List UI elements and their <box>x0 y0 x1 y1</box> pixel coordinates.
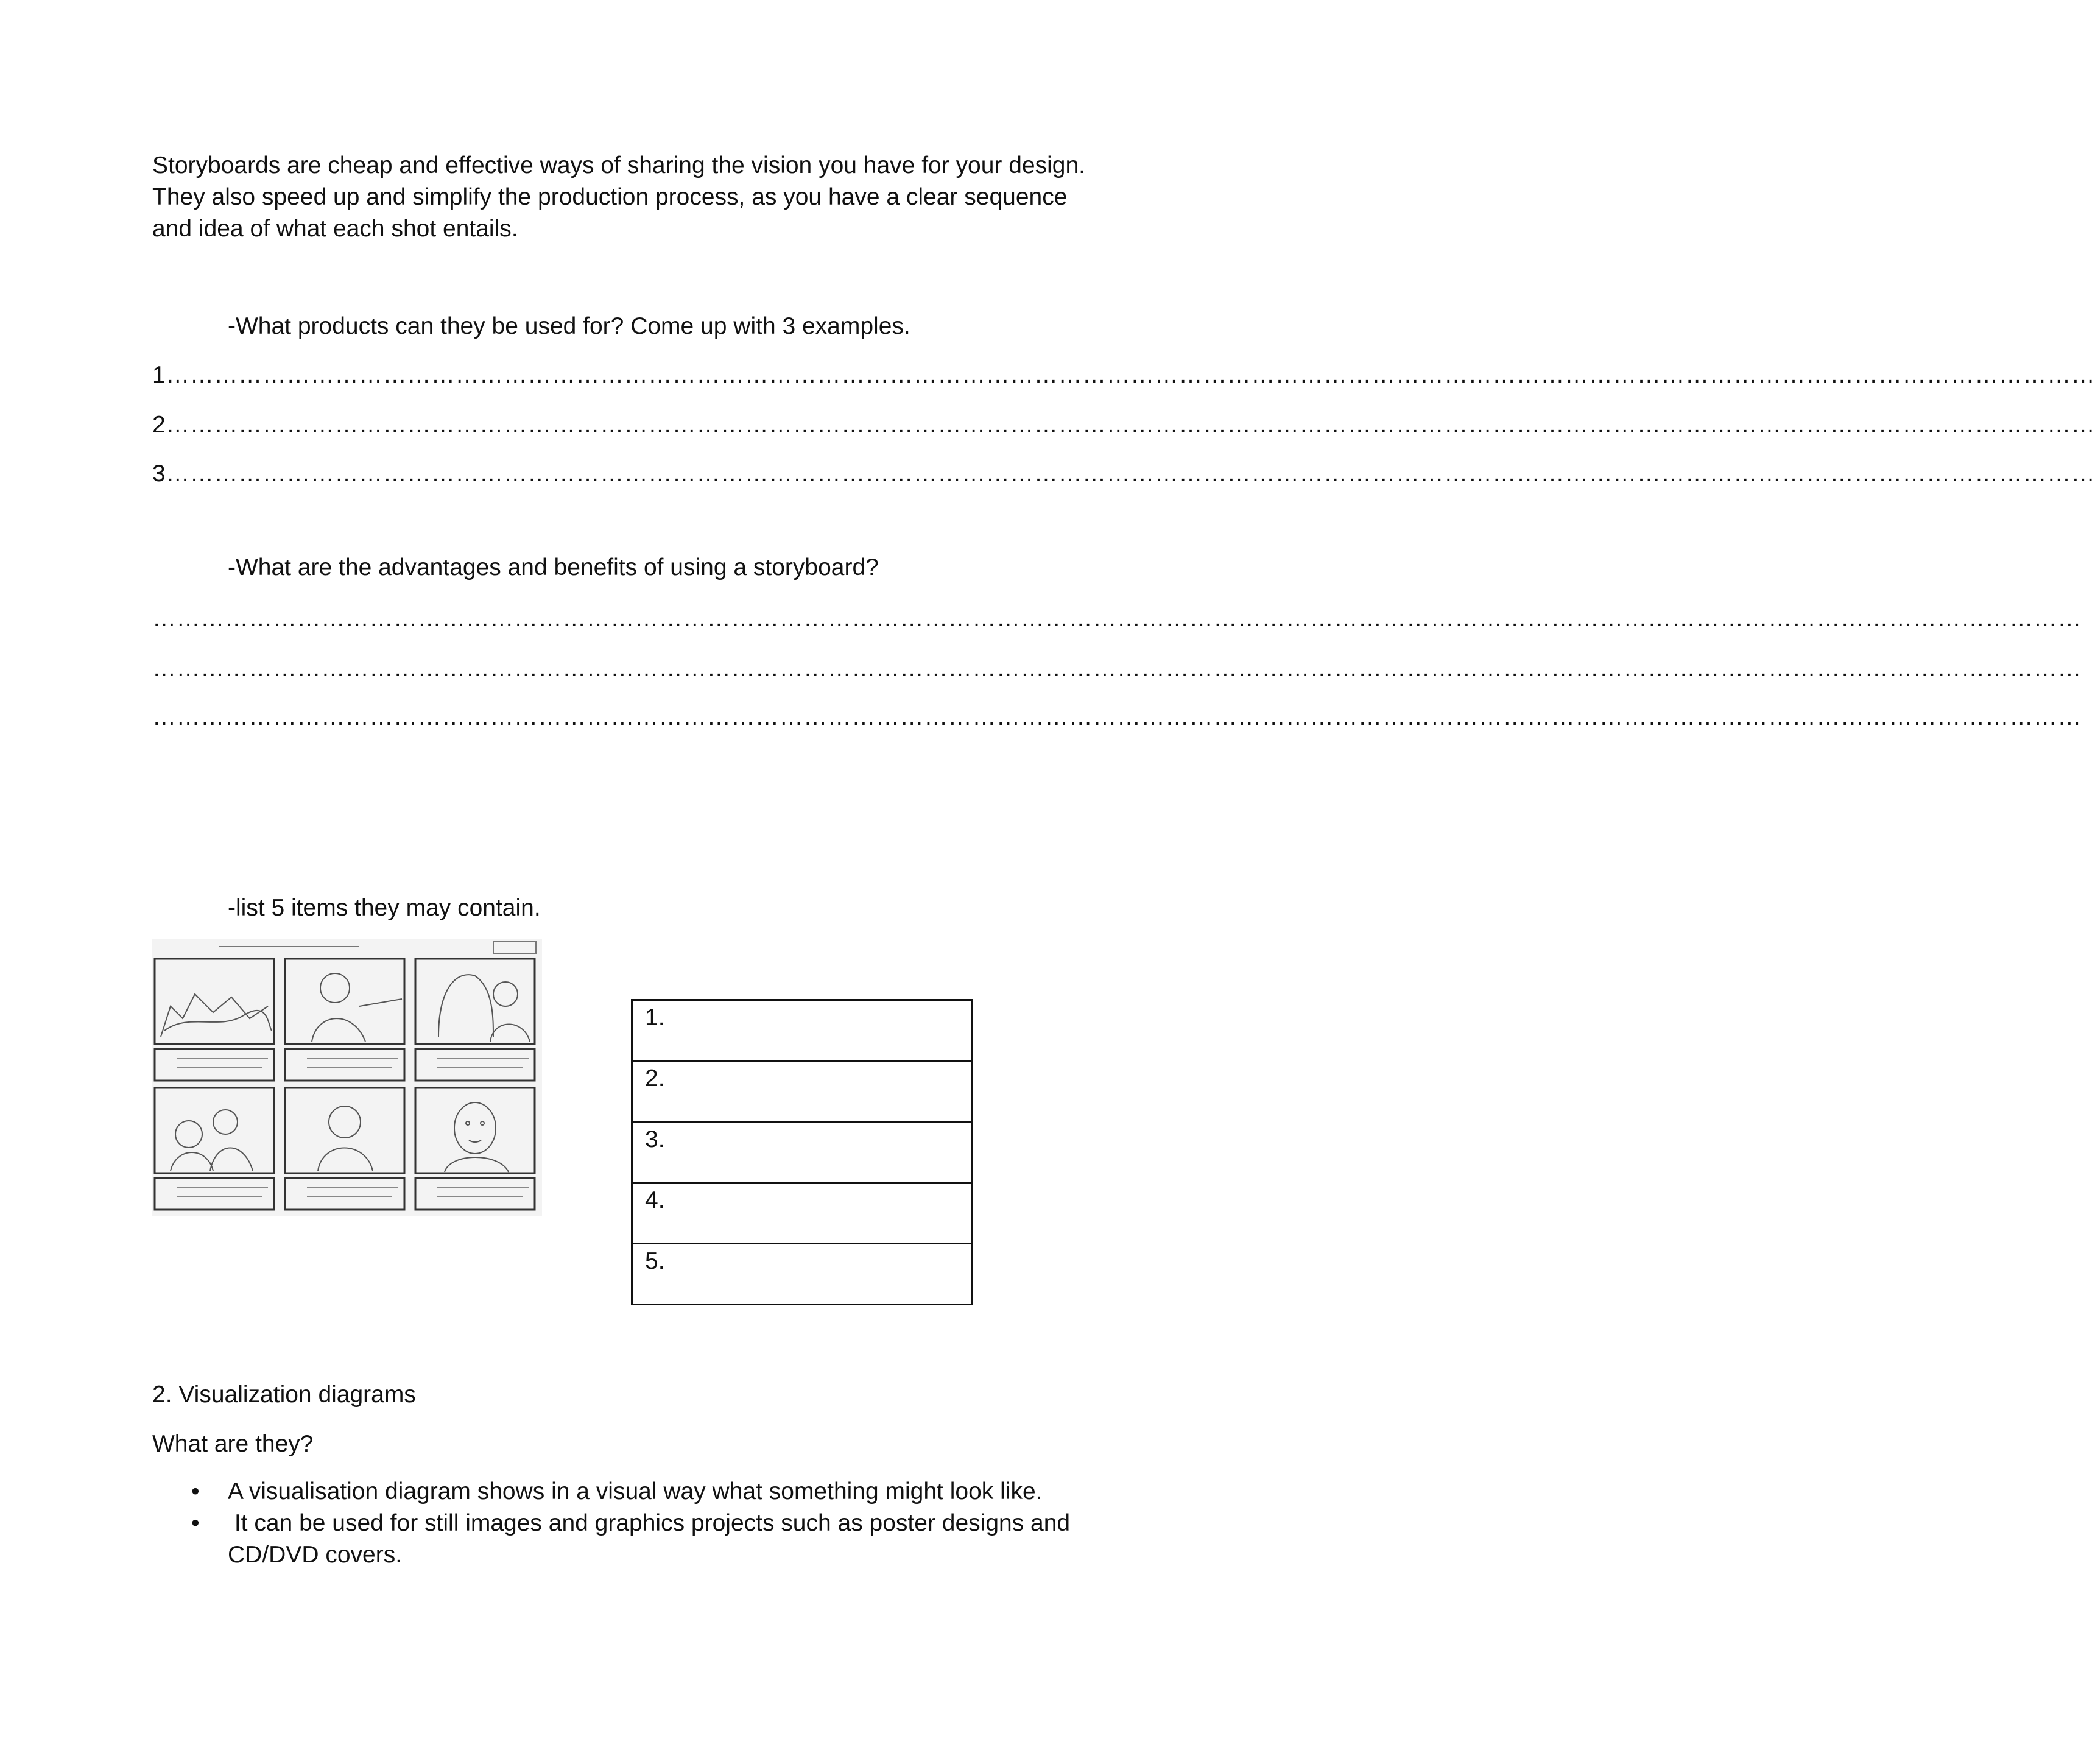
item-cell-5[interactable]: 5. <box>632 1244 973 1305</box>
bullet-list <box>152 1476 1127 1571</box>
advantages-line-1[interactable]: …………………………………………………………………………………………………………………………………………………………………………………………………………………… <box>152 605 2082 632</box>
bullet-icon: • <box>191 1510 200 1536</box>
bullet-item: • A visualisation diagram shows in a visual way what something might look like. <box>152 1476 1127 1508</box>
items-table <box>631 999 973 1305</box>
advantages-line-2[interactable]: …………………………………………………………………………………………………………………………………………………………………………………………………………………… <box>152 655 2082 682</box>
section-heading: 2. Visualization diagrams <box>152 1381 416 1408</box>
intro-paragraph: Storyboards are cheap and effective ways of sharing the vision you have for your design. They also speed up and simplify the production process, as you have a clear sequence and idea of what each shot entails. <box>152 152 1086 242</box>
section-subquestion: What are they? <box>152 1431 314 1457</box>
question-products: -What products can they be used for? Come up with 3 examples. <box>228 313 910 339</box>
question-advantages: -What are the advantages and benefits of using a storyboard? <box>228 554 879 580</box>
item-cell-1[interactable]: 1. <box>632 1000 973 1061</box>
item-cell-2[interactable]: 2. <box>632 1061 973 1122</box>
advantages-line-3[interactable]: …………………………………………………………………………………………………………………………………………………………………………………………………………………… <box>152 704 2082 730</box>
answer-line-1[interactable]: 1…………………………………………………………………………………………………………………………………………………………………………………………………………………… <box>152 362 2095 388</box>
item-cell-4[interactable]: 4. <box>632 1183 973 1244</box>
question-items: -list 5 items they may contain. <box>228 895 541 921</box>
item-cell-3[interactable]: 3. <box>632 1122 973 1183</box>
bullet-item: • It can be used for still images and graphics projects such as poster designs and CD/DVD covers. <box>152 1508 1127 1571</box>
bullet-icon: • <box>191 1478 200 1505</box>
answer-line-2[interactable]: 2…………………………………………………………………………………………………………………………………………………………………………………………………………………… <box>152 412 2095 438</box>
answer-line-3[interactable]: 3…………………………………………………………………………………………………………………………………………………………………………………………………………………… <box>152 460 2095 487</box>
storyboard-image <box>152 939 542 1216</box>
